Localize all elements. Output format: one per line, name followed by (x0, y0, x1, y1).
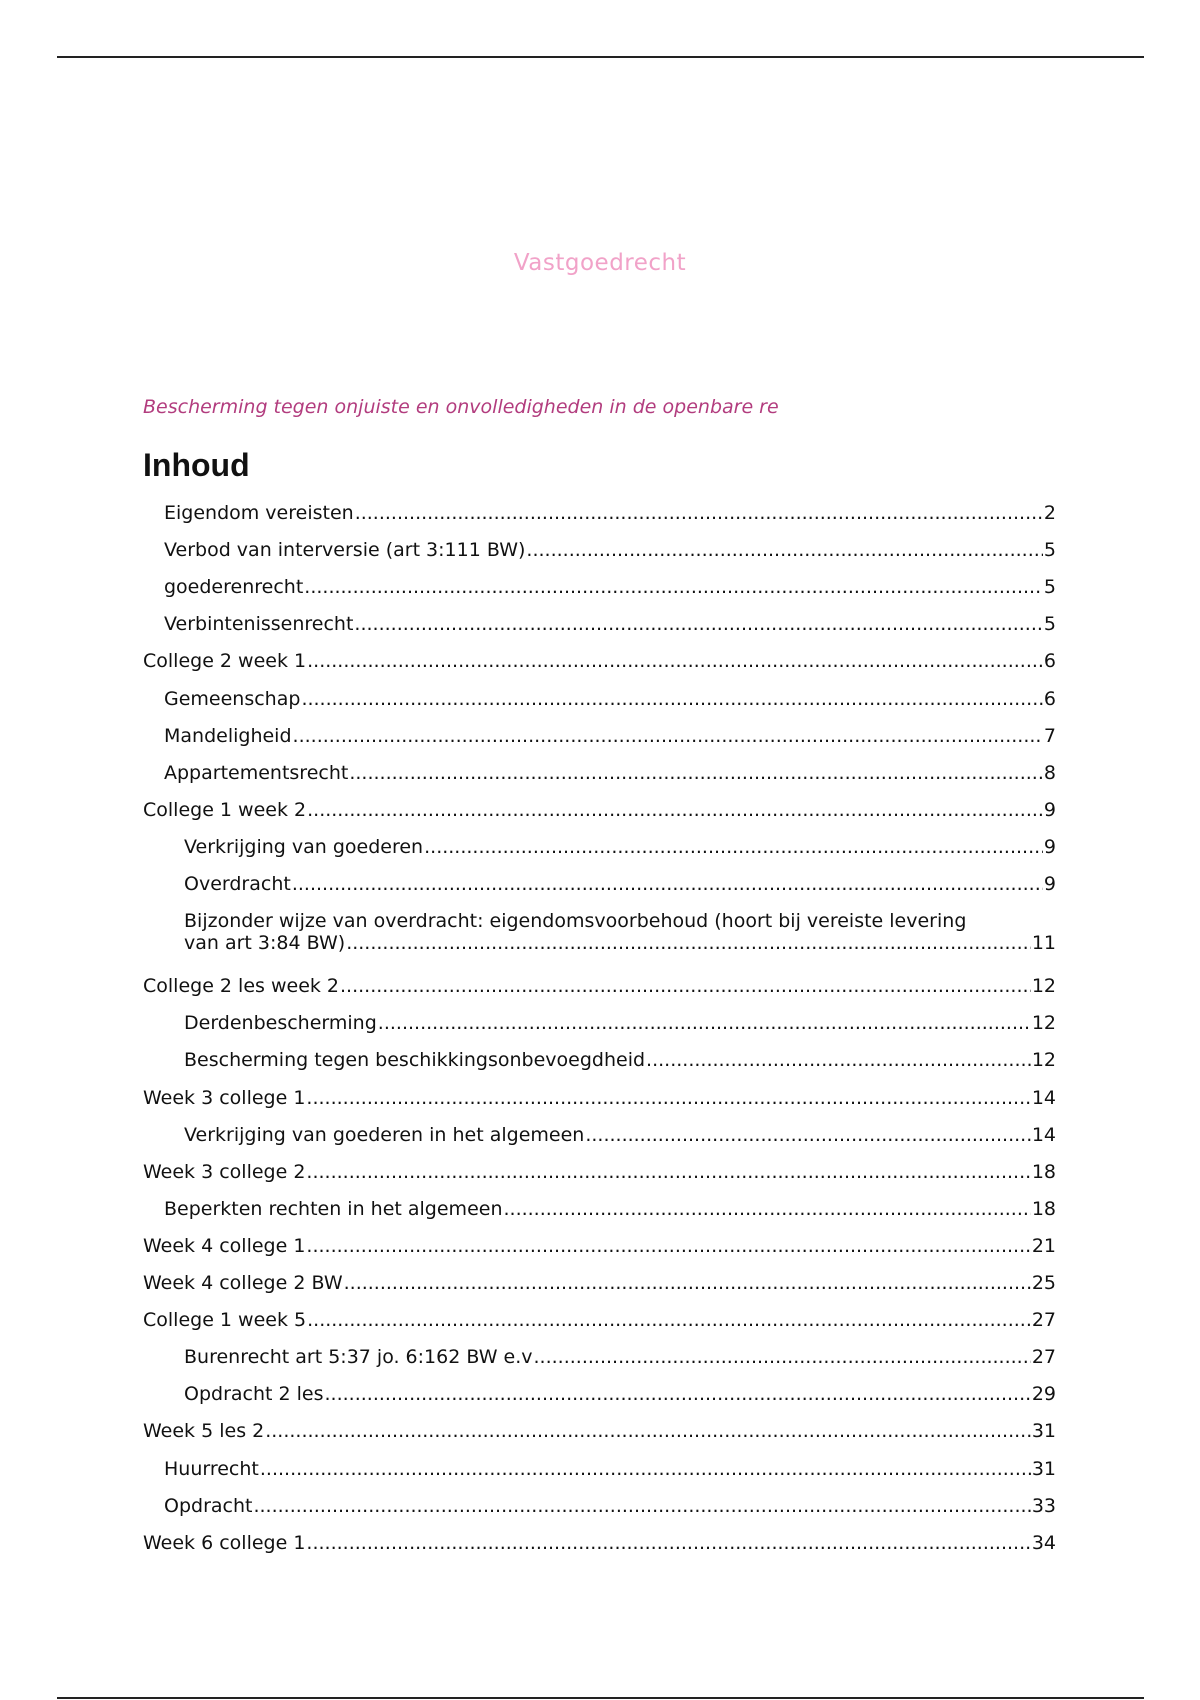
toc-dot-leader (355, 502, 1043, 524)
toc-entry-page: 34 (1031, 1531, 1056, 1554)
toc-entry[interactable] (143, 1235, 1056, 1257)
toc-dot-leader (293, 725, 1043, 747)
toc-entry-label: Opdracht (164, 1494, 253, 1517)
toc-entry-label: Week 3 college 2 (143, 1160, 306, 1183)
toc-dot-leader (325, 1383, 1031, 1405)
toc-entry-label: Verkrijging van goederen in het algemeen (184, 1123, 585, 1146)
toc-entry-label: Verbintenissenrecht (164, 613, 354, 636)
toc-entry-label: College 2 les week 2 (143, 975, 340, 998)
toc-dot-leader (354, 613, 1042, 635)
toc-dot-leader (534, 1346, 1031, 1368)
toc-entry-label: Overdracht (184, 873, 291, 895)
toc-dot-leader (378, 1012, 1031, 1034)
toc-entry-label: Appartementsrecht (164, 761, 349, 784)
toc-entry-page: 18 (1031, 1197, 1056, 1220)
toc-entry-label: College 2 week 1 (143, 650, 307, 673)
document-title: Vastgoedrecht (513, 250, 687, 276)
toc-dot-leader (349, 762, 1043, 784)
toc-dot-leader (424, 836, 1043, 858)
toc-entry-page: 14 (1031, 1086, 1056, 1109)
toc-entry-page: 12 (1031, 975, 1056, 998)
toc-entry-label: Burenrecht art 5:37 jo. 6:162 BW e.v (184, 1346, 533, 1369)
toc-entry[interactable] (143, 799, 1056, 821)
toc-entry[interactable] (164, 502, 1056, 524)
toc-dot-leader (526, 539, 1042, 561)
toc-dot-leader (301, 688, 1042, 710)
toc-dot-leader (307, 799, 1043, 821)
toc-entry-page: 9 (1043, 835, 1056, 858)
toc-entry-label: van art 3:84 BW) (184, 932, 346, 955)
toc-heading: Inhoud (143, 447, 250, 483)
toc-entry-page: 5 (1043, 576, 1056, 599)
toc-dot-leader (344, 1272, 1031, 1294)
toc-entry-label: Week 6 college 1 (143, 1531, 306, 1554)
toc-entry-label: Week 5 les 2 (143, 1420, 265, 1443)
toc-entry-page: 8 (1043, 761, 1056, 784)
document-subtitle: Bescherming tegen onjuiste en onvolledigheden in de openbare re (143, 396, 779, 418)
toc-entry-label-line1: Bijzonder wijze van overdracht: eigendomsvoorbehoud (hoort bij vereiste levering (184, 910, 967, 933)
toc-dot-leader (306, 1161, 1030, 1183)
toc-entry[interactable] (143, 1532, 1056, 1554)
toc-dot-leader (260, 1458, 1031, 1480)
toc-entry-page: 2 (1043, 502, 1056, 524)
toc-entry-page: 6 (1043, 687, 1056, 710)
toc-entry-label: Week 3 college 1 (143, 1086, 306, 1109)
toc-entry-page: 25 (1031, 1272, 1056, 1294)
toc-entry[interactable] (164, 539, 1056, 561)
toc-entry[interactable] (164, 613, 1056, 635)
toc-entry-page: 5 (1043, 539, 1056, 562)
toc-entry[interactable] (143, 1161, 1056, 1183)
toc-entry-page: 7 (1043, 724, 1056, 747)
toc-dot-leader (306, 1087, 1030, 1109)
toc-entry-page: 18 (1031, 1160, 1056, 1183)
toc-entry-label: College 1 week 2 (143, 798, 307, 821)
toc-entry-label: Derdenbescherming (184, 1012, 377, 1035)
toc-entry-page: 31 (1031, 1457, 1056, 1480)
toc-entry-page: 33 (1031, 1494, 1056, 1517)
footer-rule (57, 1697, 1144, 1699)
toc-dot-leader (306, 1532, 1030, 1554)
toc-entry[interactable] (184, 836, 1056, 858)
toc-entry-label: goederenrecht (164, 576, 304, 599)
toc-entry-page: 21 (1031, 1234, 1056, 1257)
toc-entry-page: 6 (1043, 650, 1056, 673)
toc-entry[interactable] (143, 650, 1056, 672)
toc-entry[interactable] (164, 576, 1056, 598)
toc-entry-label: Mandeligheid (164, 724, 292, 747)
toc-dot-leader (346, 932, 1031, 954)
toc-entry-label: Eigendom vereisten (164, 502, 354, 524)
toc-dot-leader (304, 576, 1043, 598)
toc-entry-label: Week 4 college 1 (143, 1234, 306, 1257)
toc-dot-leader (307, 650, 1043, 672)
toc-entry[interactable] (184, 1049, 1056, 1071)
toc-dot-leader (646, 1049, 1031, 1071)
toc-dot-leader (307, 1309, 1031, 1331)
toc-entry-page: 11 (1031, 932, 1056, 955)
toc-dot-leader (503, 1198, 1030, 1220)
toc-entry[interactable] (143, 1272, 1056, 1294)
toc-entry-label: Huurrecht (164, 1457, 259, 1480)
toc-entry[interactable] (143, 975, 1056, 997)
toc-entry[interactable] (164, 1198, 1056, 1220)
toc-entry-page: 14 (1031, 1123, 1056, 1146)
toc-entry-label: Verbod van interversie (art 3:111 BW) (164, 539, 526, 562)
toc-dot-leader (585, 1124, 1030, 1146)
toc-entry[interactable] (184, 910, 1056, 954)
toc-dot-leader (265, 1420, 1031, 1442)
toc-dot-leader (340, 975, 1031, 997)
toc-entry[interactable] (143, 1309, 1056, 1331)
toc-dot-leader (306, 1235, 1030, 1257)
toc-entry-label: Bescherming tegen beschikkingsonbevoegdheid (184, 1049, 646, 1072)
toc-entry-label: Verkrijging van goederen (184, 835, 424, 858)
toc-entry-page: 27 (1031, 1309, 1056, 1332)
toc-entry[interactable] (184, 1383, 1056, 1405)
toc-entry-label: Gemeenschap (164, 687, 301, 710)
toc-entry-label: Week 4 college 2 BW (143, 1272, 343, 1294)
toc-entry[interactable] (184, 1012, 1056, 1034)
toc-entry-page: 12 (1031, 1012, 1056, 1035)
toc-entry-page: 31 (1031, 1420, 1056, 1443)
toc-entry[interactable] (164, 688, 1056, 710)
toc-entry[interactable] (164, 1495, 1056, 1517)
toc-entry[interactable] (184, 873, 1056, 895)
toc-entry[interactable] (184, 1346, 1056, 1368)
toc-dot-leader (292, 873, 1043, 895)
toc-entry[interactable] (164, 1458, 1056, 1480)
toc-entry-page: 5 (1043, 613, 1056, 636)
toc-entry-page: 9 (1043, 873, 1056, 895)
toc-entry[interactable] (164, 762, 1056, 784)
toc-entry-page: 9 (1043, 798, 1056, 821)
toc-entry-page: 29 (1031, 1383, 1056, 1406)
toc-entry[interactable] (143, 1420, 1056, 1442)
toc-entry[interactable] (164, 725, 1056, 747)
toc-entry[interactable] (143, 1087, 1056, 1109)
toc-entry[interactable] (184, 1124, 1056, 1146)
toc-entry-page: 27 (1031, 1346, 1056, 1369)
toc-entry-label: Beperkten rechten in het algemeen (164, 1197, 503, 1220)
toc-entry-label: Opdracht 2 les (184, 1383, 324, 1406)
toc-entry-label: College 1 week 5 (143, 1309, 307, 1332)
toc-dot-leader (253, 1495, 1030, 1517)
toc-entry-page: 12 (1031, 1049, 1056, 1072)
header-rule (57, 56, 1144, 58)
